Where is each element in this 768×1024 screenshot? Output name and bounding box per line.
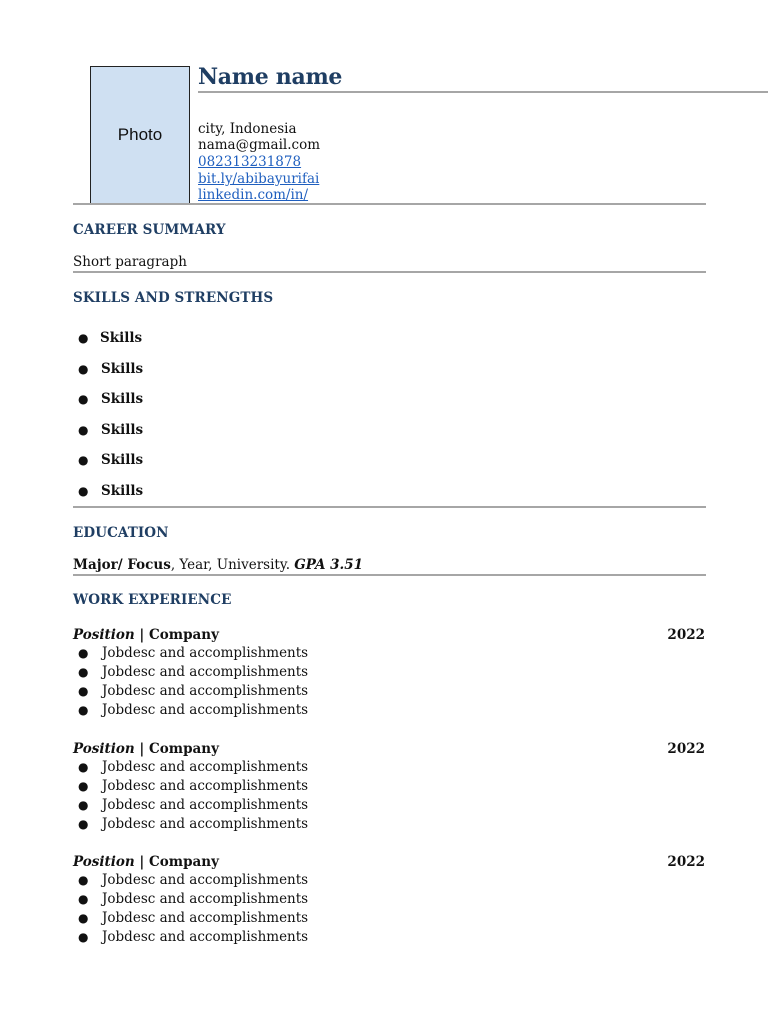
- job-bullet-icon: ●: [78, 665, 89, 679]
- education-entry: [73, 557, 363, 573]
- job-separator: |: [134, 741, 150, 757]
- job-year: 2022: [667, 741, 705, 757]
- skill-bullet-icon: ●: [78, 331, 89, 345]
- job-accomplishment: Jobdesc and accomplishments: [102, 929, 309, 945]
- job-year: 2022: [667, 627, 705, 643]
- contact-city: city, Indonesia: [198, 121, 297, 137]
- contact-bitly-link[interactable]: bit.ly/abibayurifai: [198, 171, 320, 187]
- skill-item: Skills: [101, 391, 144, 407]
- job-title-line: [73, 854, 219, 870]
- job-year: 2022: [667, 854, 705, 870]
- education-divider: [73, 574, 706, 576]
- job-title-line: [73, 741, 219, 757]
- job-separator: |: [134, 627, 150, 643]
- career-summary-text: Short paragraph: [73, 254, 187, 270]
- section-career-summary: CAREER SUMMARY: [73, 222, 226, 238]
- skills-divider: [73, 506, 706, 508]
- skill-bullet-icon: ●: [78, 423, 89, 437]
- skill-item: Skills: [101, 452, 144, 468]
- contact-email: nama@gmail.com: [198, 137, 321, 153]
- header-divider: [73, 203, 706, 205]
- job-accomplishment: Jobdesc and accomplishments: [102, 778, 309, 794]
- candidate-name: Name name: [198, 64, 343, 90]
- job-bullet-icon: ●: [78, 892, 89, 906]
- job-bullet-icon: ●: [78, 873, 89, 887]
- job-separator: |: [134, 854, 150, 870]
- job-company: Company: [149, 627, 219, 643]
- skill-item: Skills: [101, 422, 144, 438]
- job-accomplishment: Jobdesc and accomplishments: [102, 910, 309, 926]
- job-accomplishment: Jobdesc and accomplishments: [102, 645, 309, 661]
- job-accomplishment: Jobdesc and accomplishments: [102, 664, 309, 680]
- skill-bullet-icon: ●: [78, 484, 89, 498]
- job-accomplishment: Jobdesc and accomplishments: [102, 759, 309, 775]
- skill-item: Skills: [100, 330, 143, 346]
- education-details: , Year, University.: [170, 557, 295, 573]
- contact-linkedin-link[interactable]: linkedin.com/in/: [198, 187, 309, 203]
- job-accomplishment: Jobdesc and accomplishments: [102, 816, 309, 832]
- job-company: Company: [149, 854, 219, 870]
- skill-item: Skills: [101, 483, 144, 499]
- job-bullet-icon: ●: [78, 703, 89, 717]
- job-bullet-icon: ●: [78, 684, 89, 698]
- contact-phone-link[interactable]: 082313231878: [198, 154, 302, 170]
- job-bullet-icon: ●: [78, 911, 89, 925]
- name-divider: [198, 91, 768, 93]
- photo-label: Photo: [117, 125, 163, 144]
- section-skills: SKILLS AND STRENGTHS: [73, 290, 274, 306]
- job-title-line: [73, 627, 219, 643]
- job-position: Position: [73, 854, 135, 870]
- photo-placeholder: [90, 66, 190, 204]
- skill-item: Skills: [101, 361, 144, 377]
- job-bullet-icon: ●: [78, 817, 89, 831]
- job-position: Position: [73, 627, 135, 643]
- job-company: Company: [149, 741, 219, 757]
- job-accomplishment: Jobdesc and accomplishments: [102, 683, 309, 699]
- job-bullet-icon: ●: [78, 760, 89, 774]
- section-education: EDUCATION: [73, 525, 169, 541]
- job-accomplishment: Jobdesc and accomplishments: [102, 702, 309, 718]
- job-accomplishment: Jobdesc and accomplishments: [102, 872, 309, 888]
- job-bullet-icon: ●: [78, 779, 89, 793]
- job-accomplishment: Jobdesc and accomplishments: [102, 891, 309, 907]
- skill-bullet-icon: ●: [78, 362, 89, 376]
- job-position: Position: [73, 741, 135, 757]
- section-work-experience: WORK EXPERIENCE: [73, 592, 232, 608]
- education-major: Major/ Focus: [73, 557, 171, 573]
- job-bullet-icon: ●: [78, 646, 89, 660]
- skill-bullet-icon: ●: [78, 453, 89, 467]
- education-gpa: GPA 3.51: [294, 557, 364, 573]
- job-bullet-icon: ●: [78, 930, 89, 944]
- skill-bullet-icon: ●: [78, 392, 89, 406]
- career-divider: [73, 271, 706, 273]
- job-accomplishment: Jobdesc and accomplishments: [102, 797, 309, 813]
- job-bullet-icon: ●: [78, 798, 89, 812]
